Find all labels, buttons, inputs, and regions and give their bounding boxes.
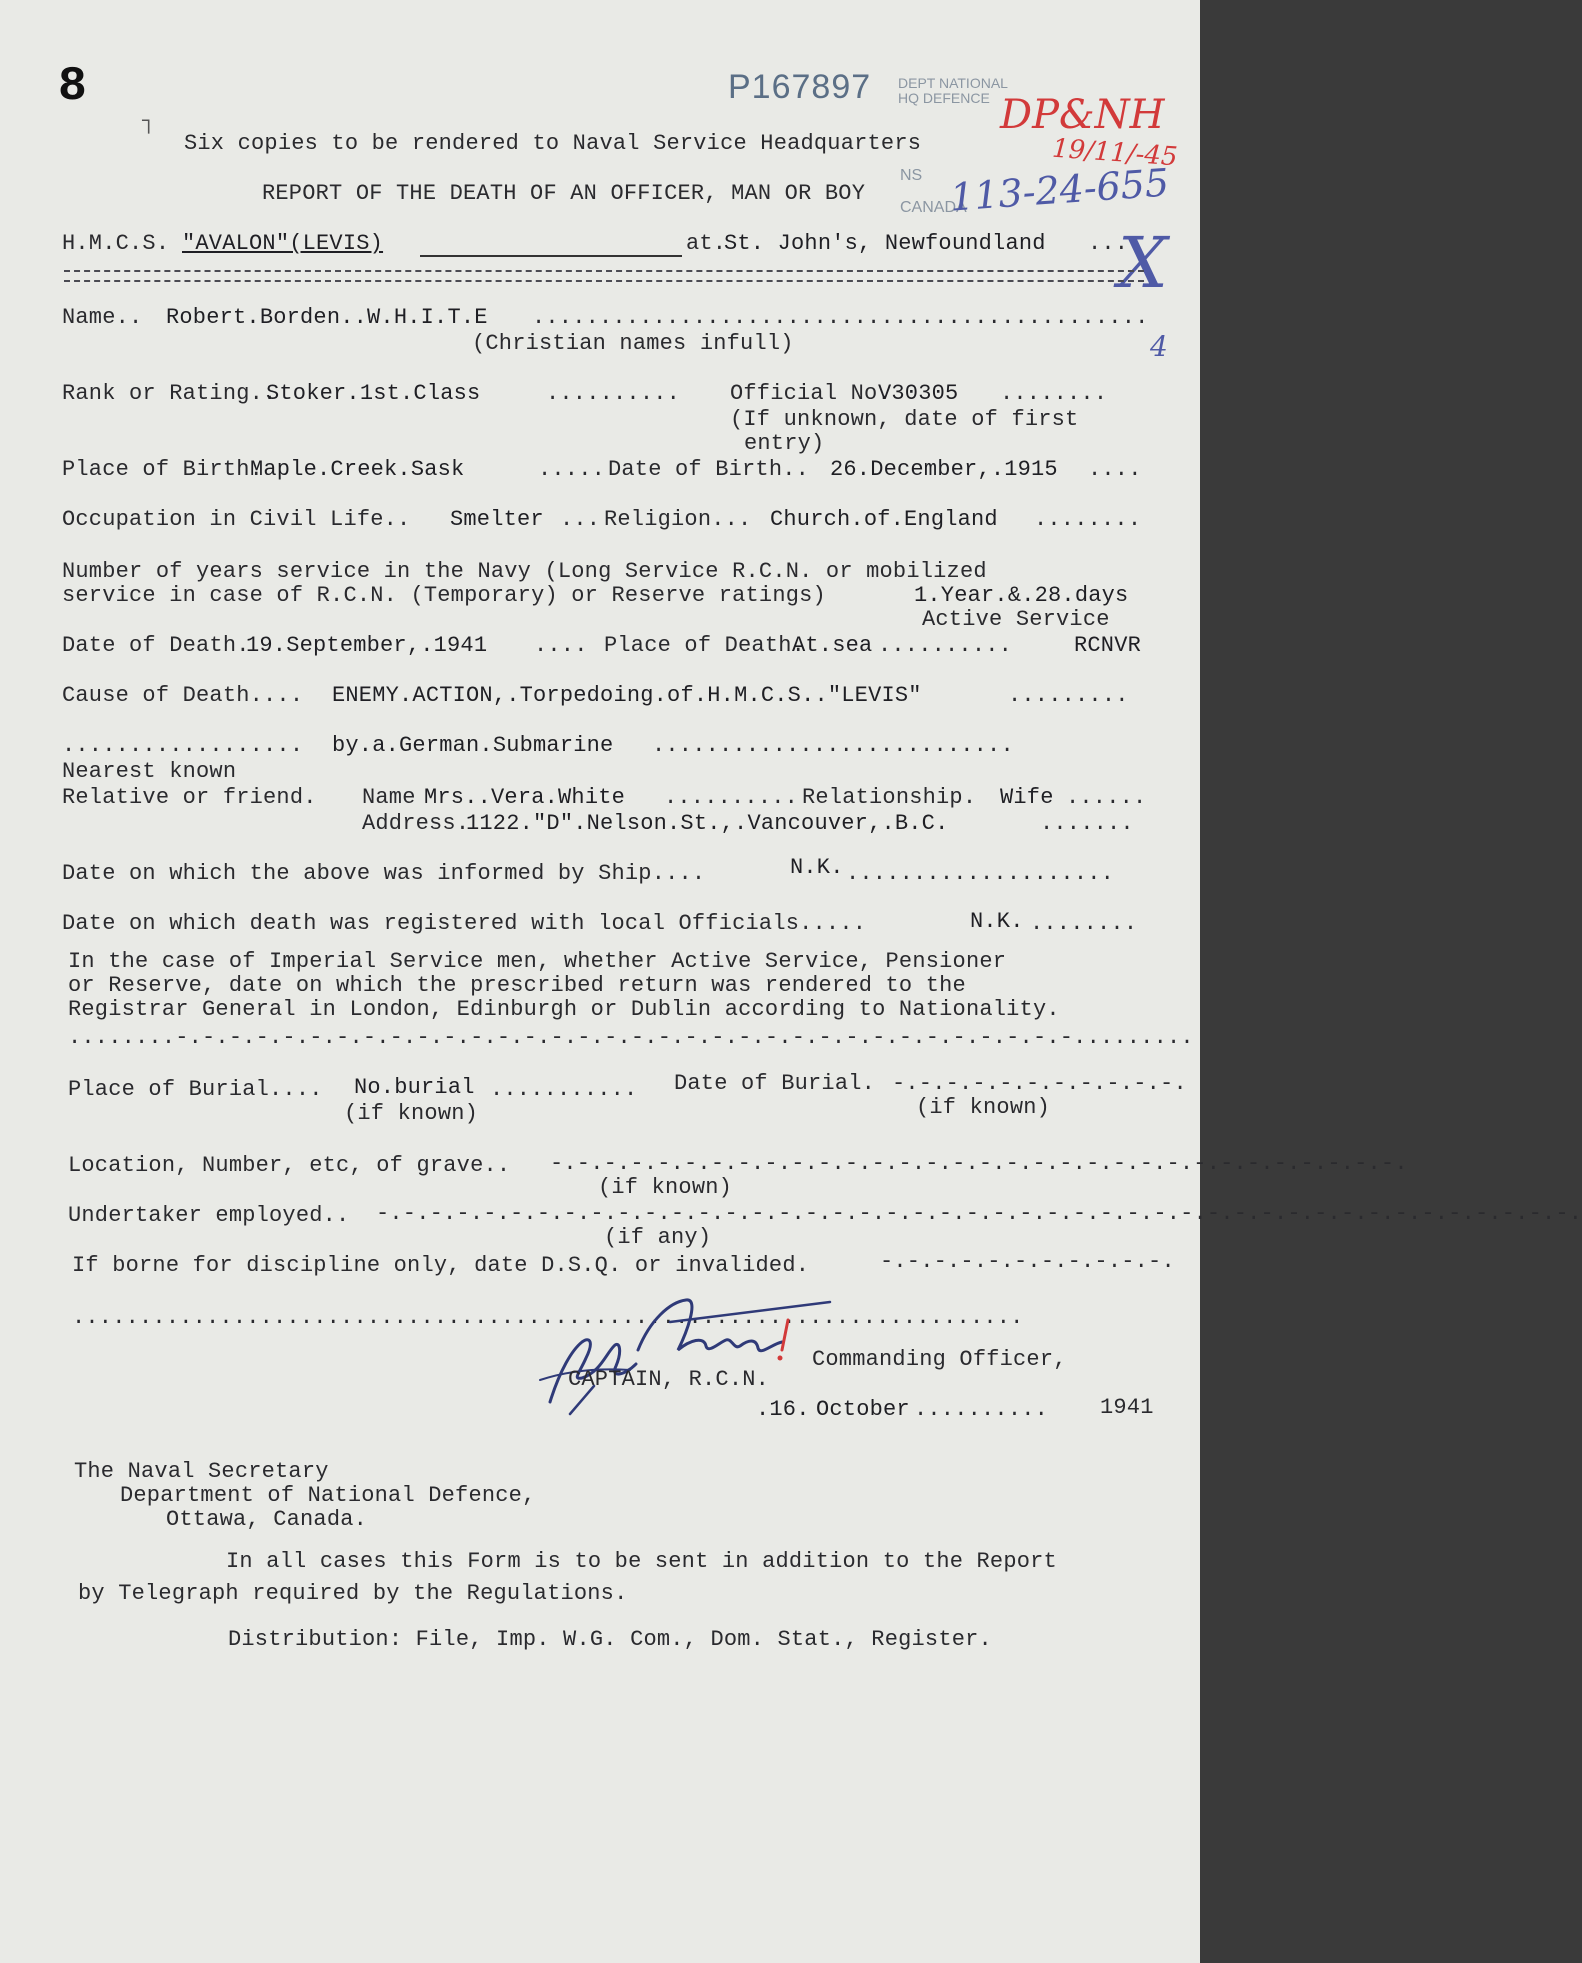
dob-value: 26.December,.1915 <box>830 457 1058 482</box>
service-value: 1.Year.&.28.days <box>914 583 1129 608</box>
relationship-value: Wife <box>1000 785 1054 810</box>
burial-place-dots: ........... <box>490 1077 638 1102</box>
birthplace-dots: ..... <box>538 457 606 482</box>
blue-check-mark: X <box>1118 222 1168 304</box>
file-number-stamp: P167897 <box>728 68 872 106</box>
relative-name-label: Name <box>362 785 416 810</box>
burial-place-value: No.burial <box>354 1075 475 1100</box>
death-place-dots: .......... <box>878 633 1013 658</box>
occupation-dots: ... <box>560 507 601 532</box>
ship-underline <box>420 255 682 257</box>
death-place-value: At.sea <box>792 633 873 658</box>
imperial-text-2: or Reserve, date on which the prescribed return was rendered to the <box>68 973 966 998</box>
signature-year: 1941 <box>1100 1395 1154 1420</box>
religion-label: Religion... <box>604 507 752 532</box>
red-handwritten-date: 19/11/-45 <box>1051 133 1179 173</box>
relative-label-2: Relative or friend. <box>62 785 317 810</box>
official-hint-1: (If unknown, date of first <box>730 407 1079 432</box>
ns-stamp-label: NS <box>900 167 923 184</box>
imperial-text-1: In the case of Imperial Service men, whether Active Service, Pensioner <box>68 949 1007 974</box>
informed-value: N.K. <box>790 855 844 880</box>
informed-dots: .................... <box>846 861 1115 886</box>
distribution-line: Distribution: File, Imp. W.G. Com., Dom. Stat., Register. <box>228 1627 992 1652</box>
rcnvr-mark: RCNVR <box>1074 633 1142 658</box>
cause-dots-2a: .................. <box>62 733 304 758</box>
relative-name-value: Mrs..Vera.White <box>424 785 626 810</box>
name-dots: .............................................. <box>532 305 1149 330</box>
addressee-line-1: The Naval Secretary <box>74 1459 329 1484</box>
registered-value: N.K. <box>970 909 1024 934</box>
rank-label: Rank or Rating.. <box>62 381 277 406</box>
addressee-line-2: Department of National Defence, <box>120 1483 536 1508</box>
undertaker-hint: (if any) <box>604 1225 712 1250</box>
signature-rank: CAPTAIN, R.C.N. <box>568 1367 770 1392</box>
blue-file-reference: 113-24-655 <box>948 160 1171 220</box>
name-label: Name.. <box>62 305 143 330</box>
discipline-dots: -.-.-.-.-.-.-.-.-.-.-. <box>880 1249 1175 1274</box>
official-dots: ........ <box>1000 381 1108 406</box>
address-dots: ....... <box>1040 811 1134 836</box>
signature-date-prefix: .16. <box>756 1397 810 1422</box>
birthplace-value: Maple.Creek.Sask <box>250 457 465 482</box>
name-value: Robert.Borden..W.H.I.T.E <box>166 305 488 330</box>
official-label: Official No. <box>730 381 891 406</box>
relationship-dots: ...... <box>1066 785 1147 810</box>
discipline-label: If borne for discipline only, date D.S.Q. or invalided. <box>72 1253 810 1278</box>
cause-dots-1: ......... <box>1008 683 1129 708</box>
dob-label: Date of Birth.. <box>608 457 810 482</box>
cause-value-1: ENEMY.ACTION,.Torpedoing.of.H.M.C.S.."LEVIS" <box>332 683 922 708</box>
rank-value: Stoker.1st.Class <box>266 381 481 406</box>
blue-small-mark: 4 <box>1150 330 1168 363</box>
cause-label: Cause of Death.... <box>62 683 304 708</box>
canada-stamp-label: CANADA <box>900 199 967 216</box>
header-divider-1 <box>64 270 1144 272</box>
signature-date-dots: .......... <box>914 1397 1049 1422</box>
imperial-dots: ........-.-.-.-.-.-.-.-.-.-.-.-.-.-.-.-.-.-.-.-.-.-.-.-.-.-.-.-.-.-.-.-.-.-......... <box>68 1025 1194 1050</box>
form-title: REPORT OF THE DEATH OF AN OFFICER, MAN OR BOY <box>262 181 866 206</box>
address-value: 1122."D".Nelson.St.,.Vancouver,.B.C. <box>466 811 949 836</box>
addressee-line-3: Ottawa, Canada. <box>166 1507 368 1532</box>
ship-label: H.M.C.S. <box>62 231 170 256</box>
relative-label-1: Nearest known <box>62 759 237 784</box>
death-date-dots: .... <box>534 633 588 658</box>
grave-hint: (if known) <box>598 1175 733 1200</box>
religion-value: Church.of.England <box>770 507 998 532</box>
registered-dots: ........ <box>1030 911 1138 936</box>
service-note: Active Service <box>922 607 1110 632</box>
burial-date-label: Date of Burial. <box>674 1071 876 1096</box>
copies-line: Six copies to be rendered to Naval Service Headquarters <box>184 131 922 156</box>
cause-value-2: by.a.German.Submarine <box>332 733 614 758</box>
dept-stamp: DEPT NATIONAL HQ DEFENCE <box>898 75 1008 106</box>
tick-mark: ┐ <box>142 109 156 134</box>
relative-name-dots: .......... <box>664 785 799 810</box>
occupation-value: Smelter <box>450 507 544 532</box>
informed-label: Date on which the above was informed by Ship.... <box>62 861 706 886</box>
birthplace-label: Place of Birth. <box>62 457 264 482</box>
undertaker-label: Undertaker employed.. <box>68 1203 350 1228</box>
ship-location: St. John's, Newfoundland <box>724 231 1046 256</box>
service-text-2: service in case of R.C.N. (Temporary) or Reserve ratings) <box>62 583 826 608</box>
relationship-label: Relationship. <box>802 785 977 810</box>
header-divider-2 <box>64 280 1144 282</box>
burial-date-hint: (if known) <box>916 1095 1051 1120</box>
death-date-value: 19.September,.1941 <box>246 633 488 658</box>
footer-note-1: In all cases this Form is to be sent in addition to the Report <box>226 1549 1057 1574</box>
burial-date-dots: -.-.-.-.-.-.-.-.-.-.-. <box>892 1071 1187 1096</box>
religion-dots: ........ <box>1034 507 1142 532</box>
address-label: Address. <box>362 811 470 836</box>
dob-dots: .... <box>1088 457 1142 482</box>
name-hint: (Christian names infull) <box>472 331 794 356</box>
footer-note-2: by Telegraph required by the Regulations. <box>78 1581 628 1606</box>
undertaker-dots: -.-.-.-.-.-.-.-.-.-.-.-.-.-.-.-.-.-.-.-.-.-.-.-.-.-.-.-.-.-.-.-.-.-.-.-.-.-.-.-.-.-.-.-.-. <box>376 1201 1582 1226</box>
signature-date-value: October <box>816 1397 910 1422</box>
rank-dots: .......... <box>546 381 681 406</box>
top-mark: 8 <box>58 60 88 114</box>
ship-location-dots: ... <box>1088 231 1129 256</box>
grave-label: Location, Number, etc, of grave.. <box>68 1153 511 1178</box>
burial-place-label: Place of Burial.... <box>68 1077 323 1102</box>
at-label: at. <box>686 231 727 256</box>
official-value: V30305 <box>878 381 959 406</box>
signature-role: Commanding Officer, <box>812 1347 1067 1372</box>
official-hint-2: entry) <box>744 431 825 456</box>
registered-label: Date on which death was registered with local Officials..... <box>62 911 867 936</box>
ship-name: "AVALON"(LEVIS) <box>182 231 384 256</box>
service-text-1: Number of years service in the Navy (Long Service R.C.N. or mobilized <box>62 559 987 584</box>
burial-place-hint: (if known) <box>344 1101 479 1126</box>
blank-dots-line: ....................................................................... <box>72 1305 1024 1330</box>
grave-dots: -.-.-.-.-.-.-.-.-.-.-.-.-.-.-.-.-.-.-.-.-.-.-.-.-.-.-.-.-.-.-.-. <box>550 1151 1408 1176</box>
imperial-text-3: Registrar General in London, Edinburgh or Dublin according to Nationality. <box>68 997 1060 1022</box>
red-handwritten-note: DP&NH <box>1000 92 1165 138</box>
death-place-label: Place of Death. <box>604 633 806 658</box>
occupation-label: Occupation in Civil Life.. <box>62 507 411 532</box>
death-date-label: Date of Death. <box>62 633 250 658</box>
cause-dots-2b: ........................... <box>652 733 1014 758</box>
